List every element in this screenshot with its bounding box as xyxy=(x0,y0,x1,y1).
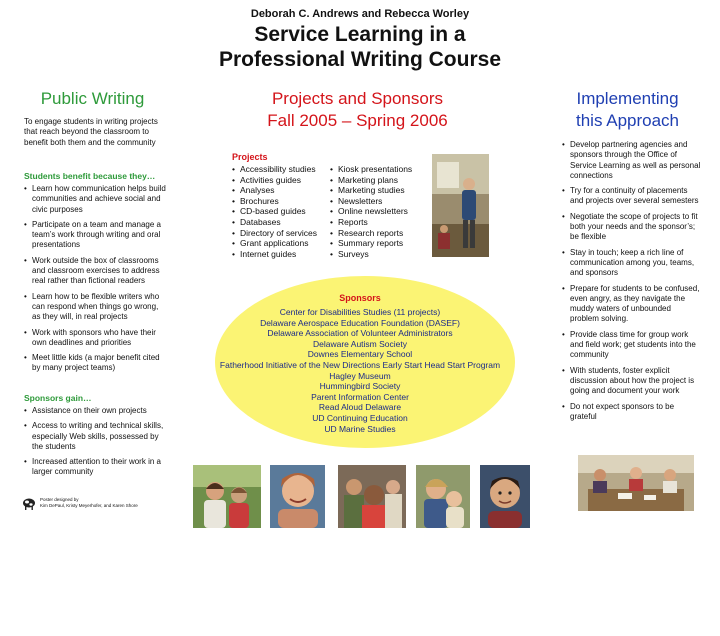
projects-list-left xyxy=(232,164,327,259)
sponsors-subheading: Sponsors xyxy=(339,293,381,303)
list-item: • Summary reports xyxy=(330,238,430,249)
title-line-1: Service Learning in a xyxy=(254,23,466,46)
list-item: • Surveys xyxy=(330,249,430,260)
list-item: • Databases xyxy=(232,217,327,228)
list-item: • Accessibility studies xyxy=(232,164,327,175)
sponsor-item: UD Marine Studies xyxy=(324,423,396,434)
list-item: • Stay in touch; keep a rich line of communication among you, teams, and sponsors xyxy=(562,248,702,279)
public-writing-heading: Public Writing xyxy=(40,89,145,108)
sponsor-item: Hagley Museum xyxy=(329,370,391,381)
cow-logo-icon xyxy=(22,495,36,511)
implementing-heading-line-2: this Approach xyxy=(575,111,679,130)
list-item: • Newsletters xyxy=(330,196,430,207)
sponsor-item: Center for Disabilities Studies (11 projects) xyxy=(279,307,441,317)
sponsors-list xyxy=(205,307,515,434)
sponsor-item: Delaware Association of Volunteer Administrators xyxy=(267,328,453,339)
list-item: • Participate on a team and manage a team’s work through writing and oral presentations xyxy=(24,220,166,251)
list-item: • CD-based guides xyxy=(232,206,327,217)
list-item: • Marketing plans xyxy=(330,175,430,186)
meeting-at-table-photo xyxy=(578,455,694,511)
list-item: • Increased attention to their work in a larger community xyxy=(24,457,166,478)
sponsors-gain-list xyxy=(24,406,166,483)
list-item: • Negotiate the scope of projects to fit both your needs and the sponsor’s; be flexible xyxy=(562,212,702,243)
implementing-heading-line-1: Implementing xyxy=(576,89,679,108)
implementing-heading xyxy=(555,88,700,132)
list-item: • Marketing studies xyxy=(330,185,430,196)
credit-line-2: Kim DePaul, Kristy Meyerhofer, and Karen Shore xyxy=(40,503,138,508)
students-benefit-list xyxy=(24,184,166,379)
list-item: • Do not expect sponsors to be grateful xyxy=(562,402,702,423)
list-item: • Directory of services xyxy=(232,228,327,239)
list-item: • With students, foster explicit discussion about how the project is going and document your work xyxy=(562,366,702,397)
sponsor-item: Delaware Aerospace Education Foundation (DASEF) xyxy=(260,317,460,328)
sponsors-gain-heading: Sponsors gain… xyxy=(24,393,92,403)
sponsor-item: Fatherhood Initiative of the New Directions Early Start Head Start Program xyxy=(219,359,501,370)
projects-sponsors-heading xyxy=(230,88,485,132)
sponsor-item: Downes Elementary School xyxy=(307,349,413,360)
poster-authors: Deborah C. Andrews and Rebecca Worley xyxy=(250,8,470,20)
students-benefit-heading: Students benefit because they… xyxy=(24,171,156,181)
sponsor-item: Parent Information Center xyxy=(311,391,409,402)
list-item: • Learn how communication helps build communities and achieve social and civic purposes xyxy=(24,184,166,215)
list-item: • Develop partnering agencies and sponsors through the Office of Service Learning as well as personal connections xyxy=(562,140,702,181)
projects-heading-line-1: Projects and Sponsors xyxy=(271,89,444,108)
list-item: • Online newsletters xyxy=(330,206,430,217)
boy-portrait-photo xyxy=(480,465,530,528)
list-item: • Access to writing and technical skills, especially Web skills, possessed by the students xyxy=(24,421,166,452)
poster-credit xyxy=(40,497,170,509)
public-writing-intro: To engage students in writing projects that reach beyond the classroom to benefit both them and the community xyxy=(24,117,158,147)
smiling-woman-photo xyxy=(270,465,325,528)
sponsor-item: UD Continuing Education xyxy=(312,412,408,423)
list-item: • Internet guides xyxy=(232,249,327,260)
projects-list-right xyxy=(330,164,430,259)
list-item: • Analyses xyxy=(232,185,327,196)
list-item: • Provide class time for group work and field work; get students into the community xyxy=(562,330,702,361)
list-item: • Brochures xyxy=(232,196,327,207)
list-item: • Research reports xyxy=(330,228,430,239)
list-item: • Prepare for students to be confused, even angry, as they navigate the muddy waters of unbounded problem solving. xyxy=(562,284,702,325)
list-item: • Try for a continuity of placements and projects over several semesters xyxy=(562,186,702,207)
classroom-photo xyxy=(432,154,489,257)
projects-heading-line-2: Fall 2005 – Spring 2006 xyxy=(267,111,448,130)
list-item: • Meet little kids (a major benefit cited by many project teams) xyxy=(24,353,166,374)
sponsor-item: Hummingbird Society xyxy=(319,381,401,392)
sponsor-item: Delaware Autism Society xyxy=(312,338,407,349)
credit-line-1: Poster designed by xyxy=(40,497,79,502)
sponsor-item: Read Aloud Delaware xyxy=(318,402,402,413)
list-item: • Reports xyxy=(330,217,430,228)
list-item: • Work outside the box of classrooms and classroom exercises to address real rather than fictional readers xyxy=(24,256,166,287)
poster-title xyxy=(0,22,720,72)
list-item: • Learn how to be flexible writers who can respond when things go wrong, as they will, in real projects xyxy=(24,292,166,323)
mother-and-child-photo xyxy=(416,465,470,528)
list-item: • Work with sponsors who have their own deadlines and priorities xyxy=(24,328,166,349)
students-with-child-photo xyxy=(193,465,261,528)
girl-with-group-photo xyxy=(338,465,406,528)
list-item: • Kiosk presentations xyxy=(330,164,430,175)
list-item: • Grant applications xyxy=(232,238,327,249)
title-line-2: Professional Writing Course xyxy=(219,48,501,71)
list-item: • Activities guides xyxy=(232,175,327,186)
list-item: • Assistance on their own projects xyxy=(24,406,166,416)
implementing-list xyxy=(562,140,702,427)
projects-subheading: Projects xyxy=(232,152,268,162)
